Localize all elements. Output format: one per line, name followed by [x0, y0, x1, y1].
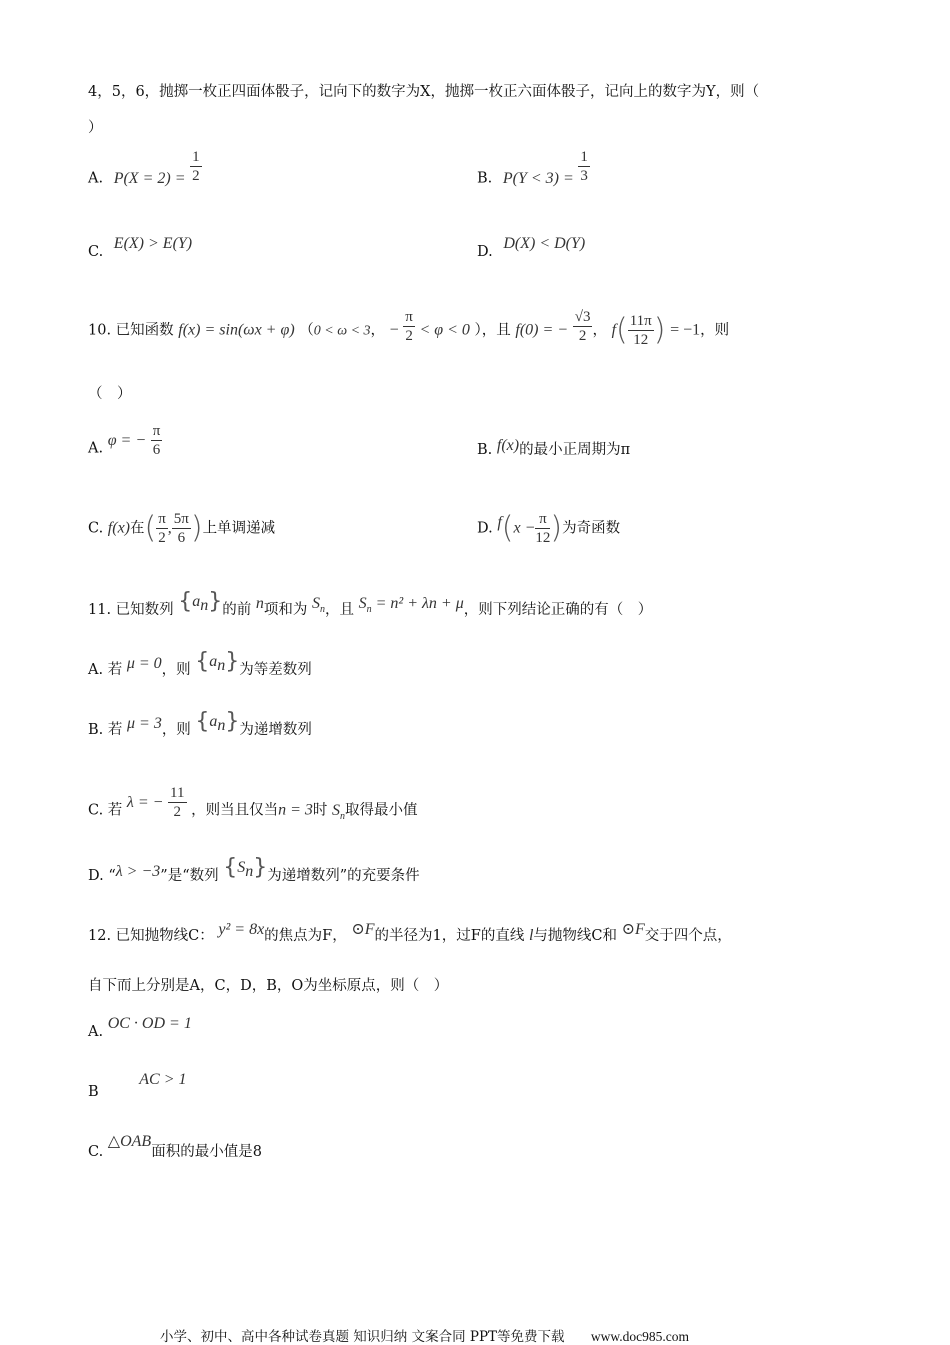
q12-option-a: A. OC · OD = 1	[88, 1015, 192, 1040]
q12-stem-line2: 自下而上分别是A，C，D，B，O为坐标原点，则（ ）	[88, 978, 449, 994]
q11-option-d: D. “λ > −3”是“数列 $\{S_n\}$为递增数列”的充要条件	[88, 855, 420, 884]
q10-option-d: D. f(x − $\frac{\pi}{12}$ )为奇函数	[477, 510, 621, 546]
footer-text: 小学、初中、高中各种试卷真题 知识归纳 文案合同 PPT等免费下载	[160, 1329, 565, 1345]
q9-option-a: A. P(X = 2) = $\frac{1}{2}$	[88, 149, 200, 187]
q10-option-b: B. f(x)的最小正周期为π	[477, 437, 631, 458]
q11-option-c: C. 若 λ = − $\frac{11}{2}$ ，则当且仅当n = 3时 $S_n$取得最小值	[88, 785, 418, 822]
q9-option-b: B. P(Y < 3) = $\frac{1}{3}$	[477, 149, 588, 187]
q10-paren: （ ）	[88, 386, 132, 402]
q9-stem: 4，5，6，抛掷一枚正四面体骰子，记向下的数字为X，抛掷一枚正六面体骰子，记向上的数字为Y，则（	[88, 84, 760, 100]
footer-url[interactable]: www.doc985.com	[590, 1329, 689, 1344]
q10-stem: 10. 已知函数 f(x) = sin(ωx + φ) （0 < ω < 3， − $\frac{\pi}{2}$ < φ < 0 ），且 f(0) = − $\frac{√3}{2}$ ， f( $\frac{11\pi}{12}$ ) = −1，则	[88, 309, 730, 348]
q11-stem: 11. 已知数列 $\{a_n\}$的前 n项和为 $S_n$，且 $S_n = n^2 + \lambda n + \mu$，则下列结论正确的有（ ）	[88, 589, 653, 618]
q10-option-a: A. φ = − $\frac{\pi}{6}$	[88, 423, 161, 458]
footer	[160, 1325, 689, 1345]
q9-stem-end: ）	[88, 120, 103, 136]
q11-option-b: B. 若 μ = 3，则 $\{a_n\}$为递增数列	[88, 709, 312, 738]
q11-option-a: A. 若 μ = 0，则 $\{a_n\}$为等差数列	[88, 649, 312, 678]
q12-option-c: C. △OAB面积的最小值是8	[88, 1133, 262, 1160]
q9-option-c: C. E(X) > E(Y)	[88, 235, 193, 260]
q12-stem: 12. 已知抛物线C： y² = 8x的焦点为F， ⊙F的半径为1，过F的直线 l与抛物线C和 ⊙F交于四个点，	[88, 921, 732, 944]
q12-option-b: B AC > 1	[88, 1071, 187, 1100]
q9-option-d: D. D(X) < D(Y)	[477, 235, 586, 260]
q10-option-c: C. f(x)在( $\frac{\pi}{2}$ , $\frac{5\pi}{6}$ )上单调递减	[88, 510, 276, 546]
